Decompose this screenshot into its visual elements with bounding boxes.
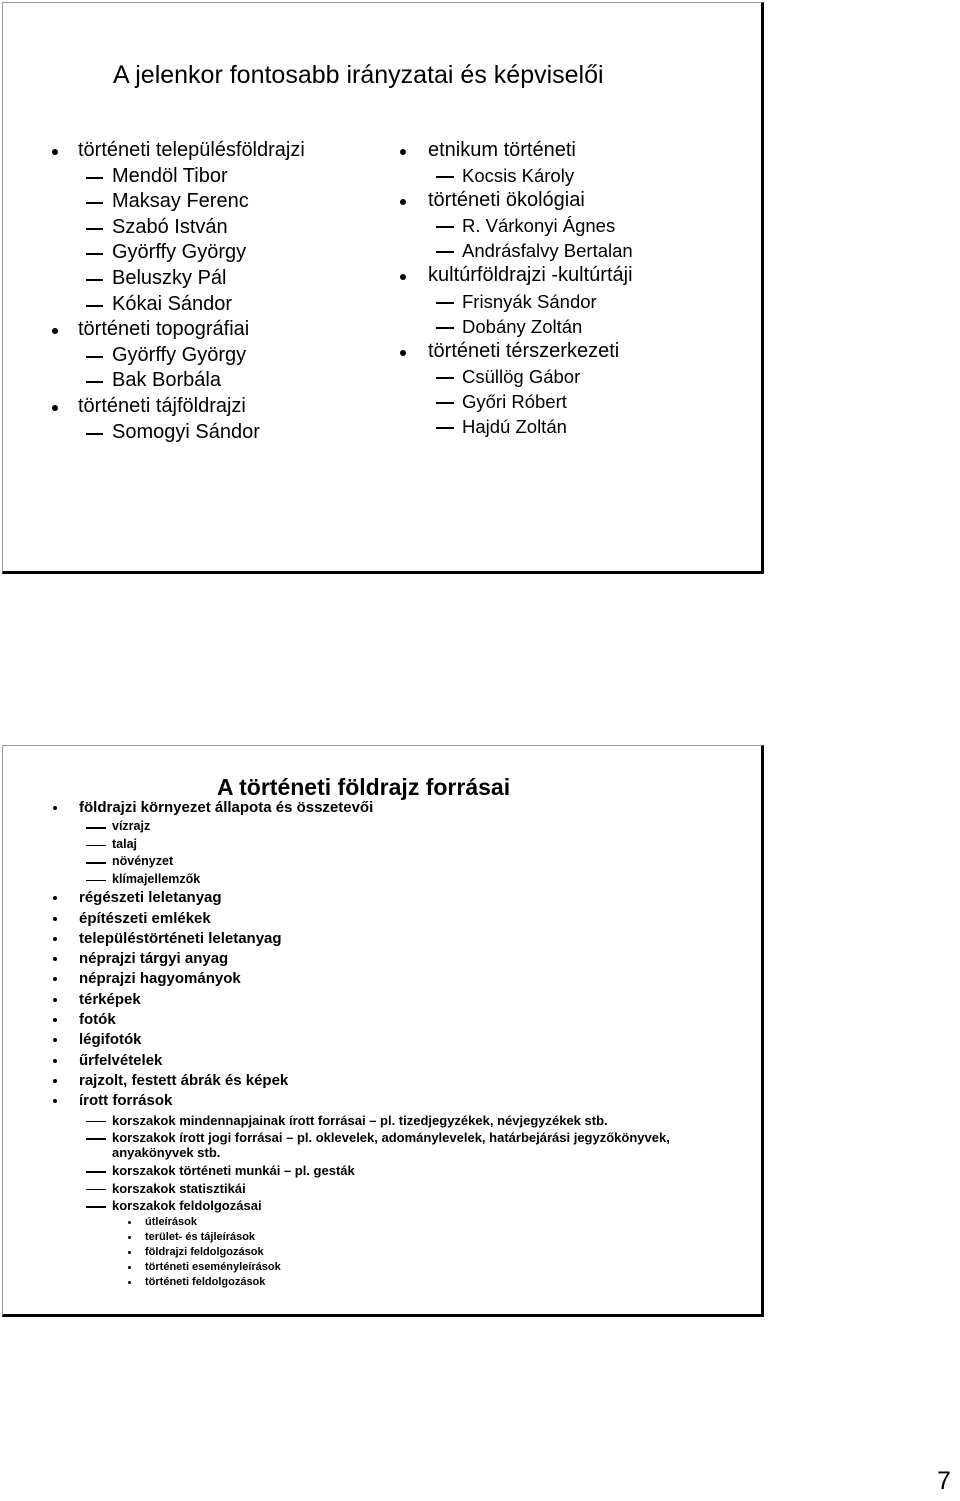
sub-list-item: Csüllög Gábor <box>396 364 633 389</box>
list-item: néprajzi hagyományok <box>48 969 712 989</box>
slide-title: A történeti földrajz forrásai <box>217 774 511 800</box>
sub-list-item: Kocsis Károly <box>396 163 633 188</box>
list-item: történeti topográfiai <box>48 317 305 343</box>
list-item: rajzolt, festett ábrák és képek <box>48 1071 712 1091</box>
sub-list-item: Maksay Ferenc <box>48 189 305 215</box>
sub-list-item: Frisnyák Sándor <box>396 289 633 314</box>
sub-sub-list-item: földrajzi feldolgozások <box>48 1245 712 1260</box>
list-item: földrajzi környezet állapota és összetevői <box>48 798 712 818</box>
sub-sub-list-item: útleírások <box>48 1215 712 1230</box>
sub-list-item: klímajellemzők <box>48 871 712 889</box>
sub-list-item: Andrásfalvy Bertalan <box>396 238 633 263</box>
list-item: történeti településföldrajzi <box>48 138 305 164</box>
sub-list-item: korszakok feldolgozásai <box>48 1197 712 1215</box>
list-item: űrfelvételek <box>48 1051 712 1071</box>
list-item: történeti térszerkezeti <box>396 339 633 364</box>
sub-list-item: Kókai Sándor <box>48 292 305 318</box>
sub-sub-list-item: történeti eseményleírások <box>48 1260 712 1275</box>
sub-sub-list-item: terület- és tájleírások <box>48 1230 712 1245</box>
list-item: légifotók <box>48 1030 712 1050</box>
sub-list-item: talaj <box>48 836 712 854</box>
sub-list-item: Győri Róbert <box>396 389 633 414</box>
list-item: néprajzi tárgyi anyag <box>48 949 712 969</box>
slide-sources <box>2 745 764 1317</box>
list-item: történeti ökológiai <box>396 188 633 213</box>
right-column-list <box>396 138 633 439</box>
sub-list-item: korszakok statisztikái <box>48 1180 712 1198</box>
sub-list-item: vízrajz <box>48 818 712 836</box>
list-item: térképek <box>48 990 712 1010</box>
list-item: településtörténeti leletanyag <box>48 929 712 949</box>
list-item: írott források <box>48 1091 712 1111</box>
list-item: fotók <box>48 1010 712 1030</box>
sub-list-item: Bak Borbála <box>48 368 305 394</box>
sub-list-item: korszakok írott jogi forrásai – pl. oklevelek, adománylevelek, határbejárási jegyzőkönyvek, anyakönyvek stb. <box>48 1129 712 1162</box>
page-number: 7 <box>937 1467 951 1495</box>
list-item: építészeti emlékek <box>48 909 712 929</box>
sub-list-item: Györffy György <box>48 240 305 266</box>
sub-list-item: Beluszky Pál <box>48 266 305 292</box>
left-column-list <box>48 138 305 445</box>
sub-list-item: korszakok történeti munkái – pl. gesták <box>48 1162 712 1180</box>
sources-list <box>48 798 712 1291</box>
list-item: régészeti leletanyag <box>48 888 712 908</box>
slide-representatives <box>2 2 764 574</box>
sub-list-item: Hajdú Zoltán <box>396 414 633 439</box>
sub-list-item: növényzet <box>48 853 712 871</box>
list-item: kultúrföldrajzi -kultúrtáji <box>396 263 633 288</box>
sub-list-item: Dobány Zoltán <box>396 314 633 339</box>
list-item: etnikum történeti <box>396 138 633 163</box>
sub-list-item: korszakok mindennapjainak írott forrásai – pl. tizedjegyzékek, névjegyzékek stb. <box>48 1112 712 1130</box>
sub-list-item: R. Várkonyi Ágnes <box>396 213 633 238</box>
sub-list-item: Mendöl Tibor <box>48 164 305 190</box>
sub-list-item: Szabó István <box>48 215 305 241</box>
list-item: történeti tájföldrajzi <box>48 394 305 420</box>
slide-title: A jelenkor fontosabb irányzatai és képviselői <box>113 61 604 89</box>
sub-list-item: Györffy György <box>48 343 305 369</box>
sub-list-item: Somogyi Sándor <box>48 420 305 446</box>
sub-sub-list-item: történeti feldolgozások <box>48 1275 712 1290</box>
